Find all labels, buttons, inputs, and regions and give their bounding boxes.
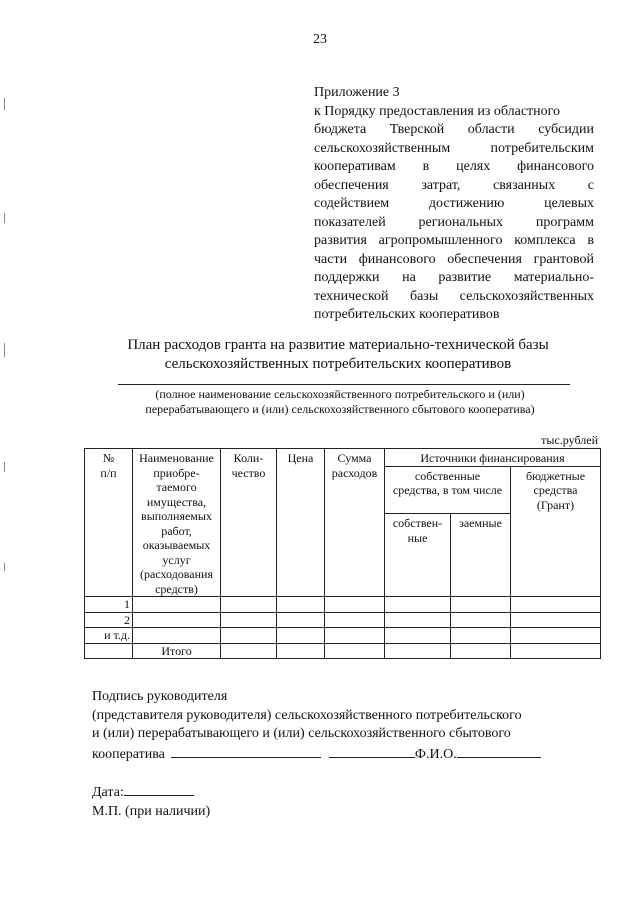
appendix-line: потребительских кооперативов <box>314 307 500 322</box>
signature-line <box>92 744 572 765</box>
header-funding-sources: Источники финансирования <box>385 449 601 467</box>
appendix-line: кооперативам в целях финансового <box>314 159 594 174</box>
header-text: услуг <box>162 552 191 567</box>
appendix-line: содействием достижению целевых <box>314 196 594 211</box>
header-text: собствен- <box>392 516 443 530</box>
table-row <box>85 628 601 644</box>
date-label: Дата: <box>92 785 124 800</box>
table-cell <box>385 597 451 613</box>
appendix-line: сельскохозяйственным потребительским <box>314 140 594 156</box>
table-cell <box>325 628 385 644</box>
table-cell <box>385 628 451 644</box>
appendix-line: технической базы сельскохозяйственных <box>314 288 594 304</box>
header-text: выполняемых <box>141 509 212 523</box>
page-number: 23 <box>313 32 327 47</box>
appendix-line: части финансового обеспечения грантовой <box>314 251 594 267</box>
header-text: приобре- <box>153 465 200 480</box>
header-text: ные <box>407 530 428 545</box>
table-cell <box>511 597 601 613</box>
fio-blank <box>457 744 541 758</box>
total-row <box>85 643 601 659</box>
signature-line: (представителя руководителя) сельскохозяйственного потребительского <box>92 707 522 723</box>
document-title <box>90 336 586 374</box>
table-cell <box>277 597 325 613</box>
table-cell <box>451 597 511 613</box>
units-label: тыс.рублей <box>541 433 598 447</box>
table-cell <box>133 612 221 628</box>
header-own <box>385 514 451 597</box>
header-text: п/п <box>100 465 117 480</box>
table-cell <box>325 612 385 628</box>
table-row <box>85 597 601 613</box>
header-text: Сумма <box>337 451 372 465</box>
header-own-funds <box>385 466 511 514</box>
header-text: (Грант) <box>536 497 575 512</box>
appendix-line: поддержки на развитие материально- <box>314 270 594 285</box>
header-text: № <box>102 451 115 465</box>
table-cell <box>221 643 277 659</box>
date-blank <box>124 782 194 796</box>
fio-label: Ф.И.О. <box>414 746 457 762</box>
header-text: оказываемых <box>142 538 211 552</box>
stamp-label: М.П. (при наличии) <box>92 803 211 819</box>
table-cell <box>221 597 277 613</box>
header-item-name <box>133 449 221 597</box>
header-sum <box>325 449 385 597</box>
table-cell <box>85 643 133 659</box>
table-cell <box>277 628 325 644</box>
header-text: работ, <box>161 523 192 538</box>
hint-line: перерабатывающего и (или) сельскохозяйственного сбытового кооператива) <box>145 402 535 416</box>
table-cell <box>511 628 601 644</box>
table-cell <box>511 643 601 659</box>
table-cell <box>385 643 451 659</box>
header-price: Цена <box>277 449 325 597</box>
signature-line: и (или) перерабатывающего и (или) сельскохозяйственного сбытового <box>92 726 511 741</box>
total-label: Итого <box>133 643 221 659</box>
expense-plan-table <box>84 448 601 659</box>
header-quantity <box>221 449 277 597</box>
table-cell <box>385 612 451 628</box>
header-text: средства <box>533 483 578 497</box>
table-cell <box>511 612 601 628</box>
table-cell <box>133 597 221 613</box>
appendix-line: бюджета Тверской области субсидии <box>314 122 594 137</box>
cooperative-name-blank <box>118 384 570 385</box>
appendix-header <box>314 84 594 325</box>
header-text: средства, в том числе <box>392 483 503 497</box>
cooperative-name-hint <box>90 387 590 417</box>
table-cell <box>325 643 385 659</box>
document-title-line: План расходов гранта на развитие материально-технической базы <box>127 337 549 353</box>
appendix-line: к Порядку предоставления из областного <box>314 103 561 119</box>
table-cell <box>451 628 511 644</box>
appendix-title: Приложение 3 <box>314 85 400 100</box>
header-text: расходов <box>331 465 378 480</box>
header-text: средств) <box>155 581 198 596</box>
header-borrowed: заемные <box>451 514 511 597</box>
table-cell <box>451 643 511 659</box>
appendix-line: обеспечения затрат, связанных с <box>314 177 594 193</box>
header-text: бюджетные <box>525 468 586 483</box>
header-num <box>85 449 133 597</box>
position-blank <box>171 744 321 758</box>
header-text: Наименование <box>139 451 214 465</box>
table-cell <box>325 597 385 613</box>
signature-blank <box>329 744 415 758</box>
table-cell <box>277 643 325 659</box>
date-block <box>92 782 210 821</box>
header-text: чество <box>231 465 266 480</box>
table-cell <box>221 628 277 644</box>
table-row <box>85 612 601 628</box>
header-text: таемого <box>156 480 197 494</box>
header-text: Коли- <box>233 451 264 465</box>
signature-prefix: кооператива <box>92 746 165 762</box>
header-text: собственные <box>414 468 481 483</box>
header-budget-grant <box>511 466 601 597</box>
row-number: и т.д. <box>85 628 133 644</box>
document-title-line: сельскохозяйственных потребительских кооперативов <box>164 356 512 372</box>
table-cell <box>451 612 511 628</box>
table-cell <box>277 612 325 628</box>
row-number: 1 <box>85 597 133 613</box>
table-cell <box>221 612 277 628</box>
row-number: 2 <box>85 612 133 628</box>
table-cell <box>133 628 221 644</box>
appendix-line: развития агропромышленного комплекса в <box>314 233 594 248</box>
signature-block <box>92 688 572 764</box>
header-text: имущества, <box>146 494 207 509</box>
date-line <box>92 782 210 803</box>
signature-line: Подпись руководителя <box>92 689 228 704</box>
hint-line: (полное наименование сельскохозяйственного потребительского и (или) <box>155 387 525 401</box>
header-text: (расходования <box>140 567 213 581</box>
appendix-line: показателей региональных программ <box>314 214 594 230</box>
